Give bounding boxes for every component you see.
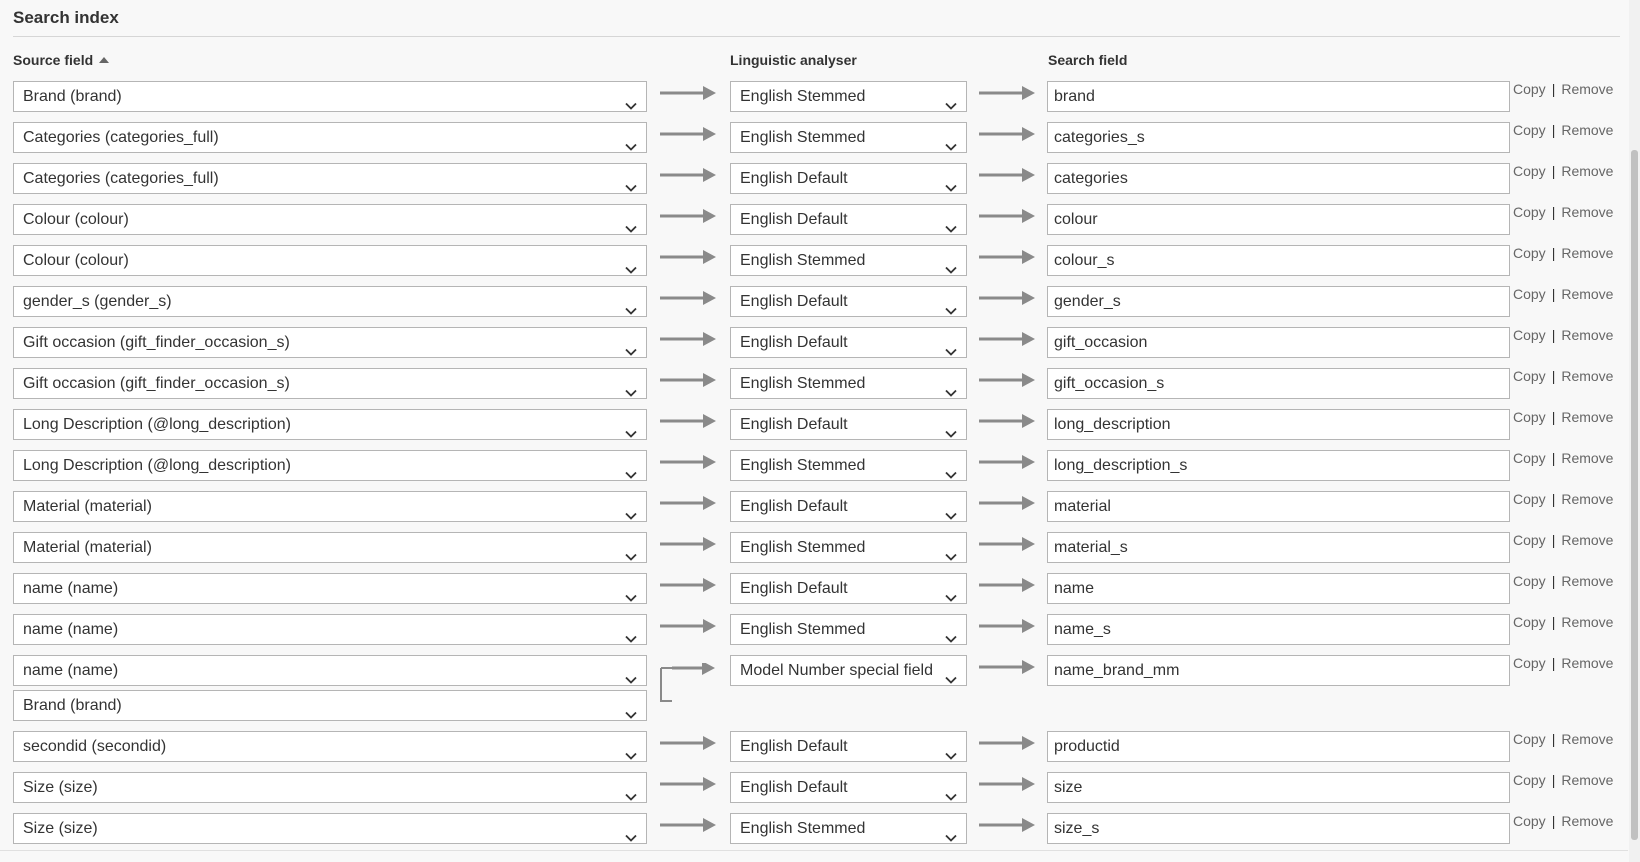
search-field-input[interactable]: colour (1047, 204, 1510, 235)
row-actions (1513, 204, 1613, 220)
copy-link[interactable]: Copy (1513, 245, 1546, 261)
copy-link[interactable]: Copy (1513, 368, 1546, 384)
linguistic-analyser-select[interactable] (730, 368, 967, 399)
linguistic-analyser-select[interactable] (730, 532, 967, 563)
right-arrow-icon (978, 372, 1036, 388)
search-field-input[interactable]: gender_s (1047, 286, 1510, 317)
source-field-select[interactable] (13, 491, 647, 522)
search-field-input[interactable]: categories (1047, 163, 1510, 194)
action-separator: | (1551, 327, 1556, 343)
copy-link[interactable]: Copy (1513, 813, 1546, 829)
search-field-input[interactable]: material_s (1047, 532, 1510, 563)
chevron-down-icon (625, 543, 637, 552)
right-arrow-icon (978, 659, 1036, 675)
right-arrow-icon (978, 331, 1036, 347)
chevron-down-icon (945, 420, 957, 429)
copy-link[interactable]: Copy (1513, 772, 1546, 788)
remove-link[interactable]: Remove (1561, 813, 1614, 829)
search-field-input[interactable]: productid (1047, 731, 1510, 762)
row-actions (1513, 327, 1613, 343)
chevron-down-icon (625, 461, 637, 470)
chevron-down-icon (945, 215, 957, 224)
source-field-select[interactable] (13, 772, 647, 803)
linguistic-analyser-value: English Stemmed (740, 88, 866, 105)
linguistic-analyser-value: English Stemmed (740, 457, 866, 474)
row-actions (1513, 731, 1613, 747)
search-field-input[interactable]: gift_occasion (1047, 327, 1510, 358)
linguistic-analyser-value: English Stemmed (740, 252, 866, 269)
search-field-input[interactable]: name (1047, 573, 1510, 604)
linguistic-analyser-value: English Default (740, 498, 848, 515)
chevron-down-icon (945, 379, 957, 388)
linguistic-analyser-value: English Stemmed (740, 820, 866, 837)
action-separator: | (1551, 204, 1556, 220)
chevron-down-icon (625, 420, 637, 429)
source-field-select[interactable] (13, 327, 647, 358)
linguistic-analyser-select[interactable] (730, 409, 967, 440)
copy-link[interactable]: Copy (1513, 81, 1546, 97)
linguistic-analyser-value: English Stemmed (740, 129, 866, 146)
source-field-value: Long Description (@long_description) (23, 457, 291, 474)
source-field-value: Gift occasion (gift_finder_occasion_s) (23, 334, 290, 351)
chevron-down-icon (625, 824, 637, 833)
row-actions (1513, 614, 1613, 630)
linguistic-analyser-value: English Stemmed (740, 539, 866, 556)
row-actions (1513, 409, 1613, 425)
source-field-value: Size (size) (23, 779, 98, 796)
source-field-value: Gift occasion (gift_finder_occasion_s) (23, 375, 290, 392)
row-actions (1513, 122, 1613, 138)
linguistic-analyser-value: English Default (740, 170, 848, 187)
right-arrow-icon (978, 85, 1036, 101)
chevron-down-icon (625, 256, 637, 265)
chevron-down-icon (625, 502, 637, 511)
right-arrow-icon (659, 85, 717, 101)
row-actions (1513, 491, 1613, 507)
chevron-down-icon (945, 625, 957, 634)
source-field-value: Brand (brand) (23, 88, 122, 105)
row-actions (1513, 368, 1613, 384)
source-field-select[interactable] (13, 655, 647, 686)
chevron-down-icon (625, 742, 637, 751)
bottom-divider (0, 850, 1628, 851)
row-actions (1513, 573, 1613, 589)
right-arrow-icon (659, 290, 717, 306)
copy-link[interactable]: Copy (1513, 491, 1546, 507)
remove-link[interactable]: Remove (1561, 450, 1614, 466)
row-actions (1513, 772, 1613, 788)
search-field-input[interactable]: name_brand_mm (1047, 655, 1510, 686)
remove-link[interactable]: Remove (1561, 327, 1614, 343)
chevron-down-icon (625, 666, 637, 675)
source-field-select[interactable] (13, 690, 647, 721)
source-field-select[interactable] (13, 286, 647, 317)
panel-title: Search index (13, 8, 119, 27)
right-arrow-icon (978, 536, 1036, 552)
source-field-select[interactable] (13, 163, 647, 194)
source-field-select[interactable] (13, 368, 647, 399)
source-field-header-label: Source field (13, 52, 94, 68)
search-field-input[interactable]: brand (1047, 81, 1510, 112)
right-arrow-icon (978, 776, 1036, 792)
source-field-value: secondid (secondid) (23, 738, 167, 755)
chevron-down-icon (625, 379, 637, 388)
linguistic-analyser-value: Model Number special field (740, 662, 933, 679)
right-arrow-icon (978, 208, 1036, 224)
source-field-value: Material (material) (23, 539, 152, 556)
linguistic-analyser-value: English Stemmed (740, 375, 866, 392)
search-field-input[interactable]: size_s (1047, 813, 1510, 844)
source-field-select[interactable] (13, 573, 647, 604)
search-field-input[interactable]: long_description (1047, 409, 1510, 440)
source-field-value: name (name) (23, 621, 119, 638)
right-arrow-icon (659, 167, 717, 183)
linguistic-analyser-select[interactable] (730, 655, 967, 686)
source-field-select[interactable] (13, 204, 647, 235)
source-field-select[interactable] (13, 614, 647, 645)
remove-link[interactable]: Remove (1561, 204, 1614, 220)
search-field-input[interactable]: categories_s (1047, 122, 1510, 153)
copy-link[interactable]: Copy (1513, 450, 1546, 466)
search-field-input[interactable]: long_description_s (1047, 450, 1510, 481)
chevron-down-icon (625, 297, 637, 306)
action-separator: | (1551, 245, 1556, 261)
search-field-input[interactable]: name_s (1047, 614, 1510, 645)
linguistic-analyser-select[interactable] (730, 163, 967, 194)
source-field-select[interactable] (13, 450, 647, 481)
remove-link[interactable]: Remove (1561, 409, 1614, 425)
right-arrow-icon (978, 495, 1036, 511)
action-separator: | (1551, 813, 1556, 829)
row-actions (1513, 813, 1613, 829)
right-arrow-icon (659, 577, 717, 593)
chevron-down-icon (625, 215, 637, 224)
linguistic-analyser-select[interactable] (730, 81, 967, 112)
copy-link[interactable]: Copy (1513, 731, 1546, 747)
right-arrow-icon (659, 817, 717, 833)
chevron-down-icon (945, 338, 957, 347)
copy-link[interactable]: Copy (1513, 327, 1546, 343)
action-separator: | (1551, 655, 1556, 671)
remove-link[interactable]: Remove (1561, 368, 1614, 384)
source-field-value: gender_s (gender_s) (23, 293, 172, 310)
linguistic-analyser-select[interactable] (730, 573, 967, 604)
chevron-down-icon (945, 297, 957, 306)
right-arrow-icon (978, 249, 1036, 265)
linguistic-analyser-header: Linguistic analyser (730, 52, 857, 68)
search-field-header: Search field (1048, 52, 1128, 68)
action-separator: | (1551, 772, 1556, 788)
chevron-down-icon (945, 824, 957, 833)
action-separator: | (1551, 368, 1556, 384)
source-field-value: Brand (brand) (23, 697, 122, 714)
right-arrow-icon (659, 495, 717, 511)
right-arrow-icon (978, 454, 1036, 470)
source-field-value: Long Description (@long_description) (23, 416, 291, 433)
action-separator: | (1551, 81, 1556, 97)
search-field-input[interactable]: colour_s (1047, 245, 1510, 276)
remove-link[interactable]: Remove (1561, 122, 1614, 138)
right-arrow-icon (659, 454, 717, 470)
copy-link[interactable]: Copy (1513, 204, 1546, 220)
row-actions (1513, 532, 1613, 548)
action-separator: | (1551, 614, 1556, 630)
linguistic-analyser-value: English Default (740, 738, 848, 755)
linguistic-analyser-select[interactable] (730, 450, 967, 481)
search-field-input[interactable]: gift_occasion_s (1047, 368, 1510, 399)
chevron-down-icon (625, 584, 637, 593)
row-actions (1513, 286, 1613, 302)
remove-link[interactable]: Remove (1561, 614, 1614, 630)
title-divider (13, 36, 1620, 37)
source-field-value: Size (size) (23, 820, 98, 837)
chevron-down-icon (625, 783, 637, 792)
source-field-value: Colour (colour) (23, 252, 129, 269)
row-actions (1513, 450, 1613, 466)
action-separator: | (1551, 286, 1556, 302)
scrollbar-thumb[interactable] (1631, 150, 1638, 840)
chevron-down-icon (945, 543, 957, 552)
right-arrow-icon (978, 735, 1036, 751)
chevron-down-icon (945, 133, 957, 142)
linguistic-analyser-select[interactable] (730, 122, 967, 153)
action-separator: | (1551, 731, 1556, 747)
linguistic-analyser-select[interactable] (730, 772, 967, 803)
source-field-header[interactable] (13, 52, 109, 68)
linguistic-analyser-value: English Default (740, 211, 848, 228)
action-separator: | (1551, 409, 1556, 425)
source-field-select[interactable] (13, 813, 647, 844)
source-field-value: name (name) (23, 662, 119, 679)
right-arrow-icon (659, 126, 717, 142)
linguistic-analyser-value: English Default (740, 293, 848, 310)
action-separator: | (1551, 450, 1556, 466)
right-arrow-icon (659, 372, 717, 388)
linguistic-analyser-value: English Stemmed (740, 621, 866, 638)
chevron-down-icon (945, 502, 957, 511)
row-actions (1513, 245, 1613, 261)
linguistic-analyser-select[interactable] (730, 286, 967, 317)
linguistic-analyser-value: English Default (740, 416, 848, 433)
remove-link[interactable]: Remove (1561, 286, 1614, 302)
remove-link[interactable]: Remove (1561, 772, 1614, 788)
remove-link[interactable]: Remove (1561, 245, 1614, 261)
linguistic-analyser-select[interactable] (730, 327, 967, 358)
linguistic-analyser-select[interactable] (730, 491, 967, 522)
search-field-input[interactable]: material (1047, 491, 1510, 522)
chevron-down-icon (945, 666, 957, 675)
action-separator: | (1551, 163, 1556, 179)
right-arrow-icon (978, 413, 1036, 429)
right-arrow-icon (659, 413, 717, 429)
row-actions (1513, 81, 1613, 97)
right-arrow-icon (659, 618, 717, 634)
source-field-select[interactable] (13, 731, 647, 762)
remove-link[interactable]: Remove (1561, 655, 1614, 671)
source-field-value: Categories (categories_full) (23, 170, 219, 187)
copy-link[interactable]: Copy (1513, 163, 1546, 179)
source-field-value: name (name) (23, 580, 119, 597)
copy-link[interactable]: Copy (1513, 532, 1546, 548)
copy-link[interactable]: Copy (1513, 122, 1546, 138)
copy-link[interactable]: Copy (1513, 286, 1546, 302)
chevron-down-icon (625, 338, 637, 347)
source-field-value: Colour (colour) (23, 211, 129, 228)
remove-link[interactable]: Remove (1561, 491, 1614, 507)
right-arrow-icon (659, 776, 717, 792)
right-arrow-icon (978, 618, 1036, 634)
linguistic-analyser-select[interactable] (730, 813, 967, 844)
combine-bracket-icon (658, 663, 718, 712)
sort-ascending-icon (99, 57, 109, 63)
linguistic-analyser-select[interactable] (730, 245, 967, 276)
search-field-input[interactable]: size (1047, 772, 1510, 803)
chevron-down-icon (945, 92, 957, 101)
linguistic-analyser-select[interactable] (730, 614, 967, 645)
right-arrow-icon (978, 167, 1036, 183)
chevron-down-icon (625, 133, 637, 142)
chevron-down-icon (945, 256, 957, 265)
row-actions (1513, 163, 1613, 179)
chevron-down-icon (625, 701, 637, 710)
copy-link[interactable]: Copy (1513, 573, 1546, 589)
linguistic-analyser-value: English Default (740, 779, 848, 796)
linguistic-analyser-select[interactable] (730, 204, 967, 235)
copy-link[interactable]: Copy (1513, 614, 1546, 630)
action-separator: | (1551, 573, 1556, 589)
source-field-select[interactable] (13, 409, 647, 440)
chevron-down-icon (625, 174, 637, 183)
source-field-select[interactable] (13, 245, 647, 276)
chevron-down-icon (625, 92, 637, 101)
copy-link[interactable]: Copy (1513, 655, 1546, 671)
right-arrow-icon (659, 331, 717, 347)
linguistic-analyser-select[interactable] (730, 731, 967, 762)
source-field-select[interactable] (13, 532, 647, 563)
right-arrow-icon (978, 290, 1036, 306)
chevron-down-icon (625, 625, 637, 634)
right-arrow-icon (659, 208, 717, 224)
right-arrow-icon (978, 817, 1036, 833)
remove-link[interactable]: Remove (1561, 81, 1614, 97)
action-separator: | (1551, 491, 1556, 507)
chevron-down-icon (945, 461, 957, 470)
copy-link[interactable]: Copy (1513, 409, 1546, 425)
remove-link[interactable]: Remove (1561, 573, 1614, 589)
action-separator: | (1551, 122, 1556, 138)
linguistic-analyser-value: English Default (740, 334, 848, 351)
source-field-value: Categories (categories_full) (23, 129, 219, 146)
remove-link[interactable]: Remove (1561, 163, 1614, 179)
right-arrow-icon (659, 536, 717, 552)
right-arrow-icon (659, 249, 717, 265)
action-separator: | (1551, 532, 1556, 548)
right-arrow-icon (659, 735, 717, 751)
source-field-select[interactable] (13, 81, 647, 112)
row-actions (1513, 655, 1613, 671)
source-field-value: Material (material) (23, 498, 152, 515)
linguistic-analyser-value: English Default (740, 580, 848, 597)
right-arrow-icon (978, 126, 1036, 142)
remove-link[interactable]: Remove (1561, 532, 1614, 548)
chevron-down-icon (945, 584, 957, 593)
chevron-down-icon (945, 742, 957, 751)
right-arrow-icon (978, 577, 1036, 593)
remove-link[interactable]: Remove (1561, 731, 1614, 747)
chevron-down-icon (945, 174, 957, 183)
source-field-select[interactable] (13, 122, 647, 153)
chevron-down-icon (945, 783, 957, 792)
